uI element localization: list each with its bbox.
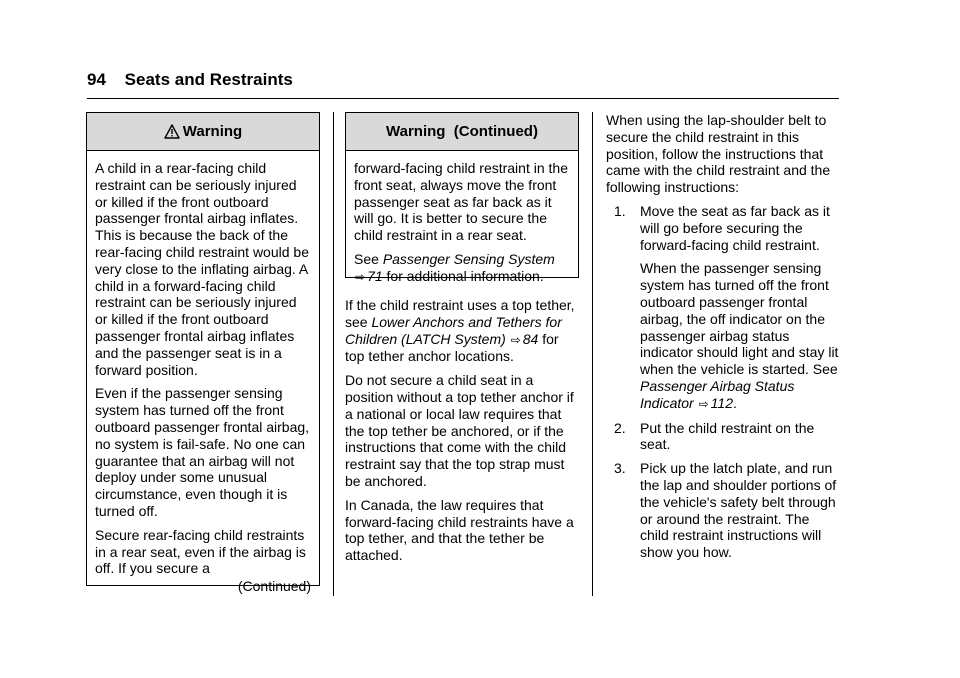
see-suffix: for additional information.: [382, 267, 544, 284]
warning-triangle-icon: [164, 124, 180, 139]
warning-paragraph: Secure rear-facing child restraints in a rear seat, even if the airbag is off. If you secure a: [95, 526, 306, 577]
section-title: Seats and Restraints: [124, 70, 293, 89]
subtext-suffix: .: [732, 394, 737, 411]
step-subtext: [640, 260, 841, 412]
warning-box: [86, 112, 320, 595]
step-number: 2.: [614, 419, 626, 436]
paragraph-text: If the child restraint uses a top tether, see: [345, 297, 579, 330]
body-paragraph: In Canada, the law requires that forward-facing child restraints have a top tether, and that the tether be attached.: [345, 496, 574, 564]
warning-paragraph: Even if the passenger sensing system has turned off the front outboard passenger frontal airbag, no system is fail-safe. No one can guarantee that an airbag will not deploy under some unusual circumstance, even though it is turned off.: [95, 385, 310, 519]
warning-continued-heading: Warning (Continued): [346, 113, 578, 151]
column-2-text: [345, 297, 580, 571]
continued-label: (Continued): [237, 578, 311, 595]
warning-continued-box: [345, 112, 579, 284]
body-paragraph: [345, 297, 580, 365]
step-item: [606, 460, 841, 561]
see-prefix: See: [354, 250, 383, 267]
header-rule: [87, 98, 839, 99]
page-number: 94: [87, 70, 106, 89]
step-text: Pick up the latch plate, and run the lap and shoulder portions of the vehicle's safety belt through or around the restraint. The child restraint instructions will show you how.: [640, 460, 837, 561]
page-arrow-icon: ⇨: [698, 396, 709, 411]
intro-paragraph: When using the lap-shoulder belt to secure the child restraint in this position, follow the instructions that came with the child restraint and the following instructions:: [606, 112, 831, 196]
step-item: [606, 420, 841, 454]
step-number: 3.: [614, 460, 626, 477]
warning-heading: [87, 113, 319, 151]
subtext-body: When the passenger sensing system has turned off the front outboard passenger frontal airbag, the off indicator on the passenger airbag status indicator should light and stay lit when the vehicle is started. See: [640, 260, 843, 378]
reference-page[interactable]: 71: [367, 267, 383, 284]
reference-page[interactable]: 84: [522, 330, 539, 347]
warning-title: Warning: [182, 123, 243, 140]
reference-link[interactable]: Lower Anchors and Tethers for Children (LATCH System): [345, 313, 562, 347]
warning-body: [87, 151, 319, 599]
reference-link[interactable]: Passenger Airbag Status Indicator: [640, 377, 795, 411]
paragraph-suffix: for top tether anchor locations.: [345, 330, 563, 365]
reference-page[interactable]: 112: [710, 394, 733, 411]
body-paragraph: Do not secure a child seat in a position without a top tether anchor if a national or local law requires that the top tether be anchored, or if the instructions that come with the child restraint say that the top strap must be anchored.: [345, 372, 574, 489]
column-divider-left: [333, 112, 334, 596]
step-text: Put the child restraint on the seat.: [640, 419, 815, 453]
step-number: 1.: [614, 202, 626, 219]
page-header: [87, 70, 839, 90]
step-text: Move the seat as far back as it will go before securing the forward-facing child restraint.: [640, 202, 830, 253]
step-item: [606, 203, 841, 413]
see-reference: [354, 251, 570, 286]
warning-paragraph: A child in a rear-facing child restraint can be seriously injured or killed if the front outboard passenger frontal airbag inflates. This is because the back of the rear-facing child restraint would be very close to the inflating airbag. A child in a forward-facing child restraint can be seriously injured or killed if the front outboard passenger frontal airbag inflates and the passenger seat is in a forward position.: [95, 160, 309, 378]
warning-continued-body: [346, 151, 578, 290]
warning-paragraph: forward-facing child restraint in the front seat, always move the front passenger seat as far back as it will go. It is better to secure the child restraint in a rear seat.: [354, 160, 568, 244]
page-arrow-icon: ⇨: [510, 332, 521, 347]
column-3-text: [606, 112, 841, 568]
column-divider-right: [592, 112, 593, 596]
instruction-steps: [606, 203, 841, 561]
reference-link[interactable]: Passenger Sensing System: [382, 250, 555, 267]
page-arrow-icon: ⇨: [355, 269, 366, 284]
